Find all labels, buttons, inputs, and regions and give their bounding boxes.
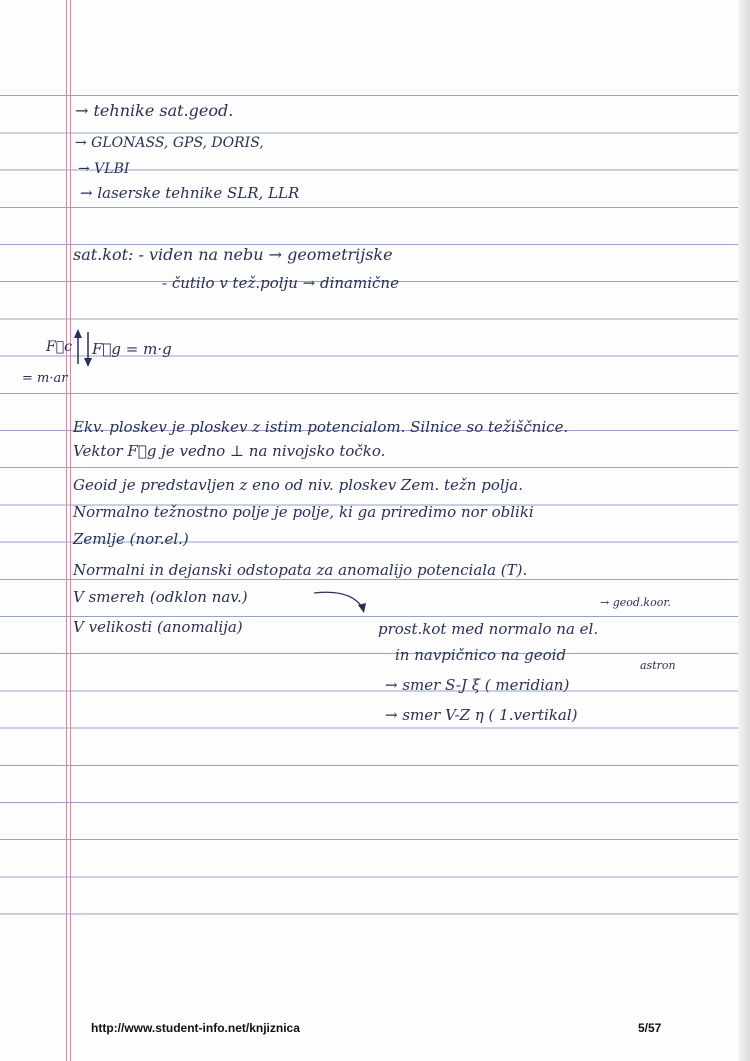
top-blank-area [0, 0, 750, 59]
note-sat-dynamic: - čutilo v tež.polju → dinamične [162, 274, 399, 292]
note-vector-fg: Vektor F⃗g je vedno ⊥ na nivojsko točko. [73, 442, 386, 460]
margin-line [66, 0, 67, 1061]
margin-line [70, 0, 71, 1061]
note-line-laser: → laserske tehnike SLR, LLR [80, 184, 300, 202]
curved-arrow [310, 585, 380, 625]
note-geod-coord: → geod.koor. [600, 596, 671, 609]
note-normal-field-cont: Zemlje (nor.el.) [73, 530, 189, 548]
note-line-vlbi: → VLBI [78, 161, 130, 177]
note-direction-ew: → smer V-Z η ( 1.vertikal) [385, 706, 578, 724]
note-plumb-line: in navpičnico na geoid [395, 646, 567, 664]
note-anomaly: Normalni in dejanski odstopata za anomalijo potenciala (T). [73, 561, 528, 579]
note-astron: astron [640, 659, 676, 672]
page-edge-shadow [738, 0, 750, 1061]
note-geoid: Geoid je predstavljen z eno od niv. ploskev Zem. težn polja. [73, 476, 524, 494]
footer-url: http://www.student-info.net/knjiznica [91, 1021, 300, 1035]
force-mar-label: = m·ar [22, 371, 68, 386]
force-fc-label: F⃗c [46, 339, 72, 355]
note-magnitude: V velikosti (anomalija) [73, 618, 243, 636]
force-fg-label: F⃗g = m·g [92, 340, 172, 358]
note-line-glonass: → GLONASS, GPS, DORIS, [75, 135, 264, 151]
note-direction: V smereh (odklon nav.) [73, 588, 248, 606]
note-equipotential: Ekv. ploskev je ploskev z istim potencialom. Silnice so težiščnice. [73, 418, 569, 436]
note-normal-field: Normalno težnostno polje je polje, ki ga priredimo nor obliki [73, 503, 534, 521]
note-sat-geometric: sat.kot: - viden na nebu → geometrijske [73, 245, 393, 264]
note-direction-ns: → smer S-J ξ ( meridian) [385, 676, 570, 694]
note-line-techniques: → tehnike sat.geod. [75, 101, 234, 120]
page-number: 5/57 [638, 1021, 662, 1035]
note-angle-normal: prost.kot med normalo na el. [378, 620, 599, 638]
